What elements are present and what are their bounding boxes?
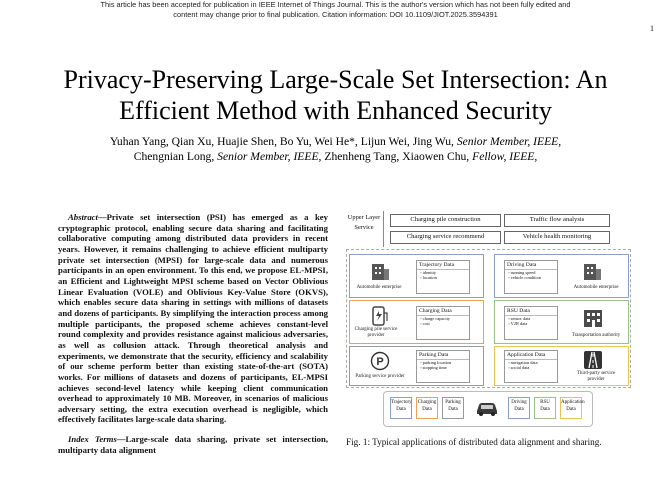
card-item: ▫ running speed <box>508 270 536 275</box>
left-entity-label: Parking service provider <box>355 374 405 379</box>
authors-line-2b: Zhenheng Tang, Xiaowen Chu, <box>321 150 473 163</box>
bottom-chip: Application Data <box>560 397 582 419</box>
bottom-chip: Trajectory Data <box>390 397 412 419</box>
data-card-parking <box>416 350 470 383</box>
bottom-chip: Charging Data <box>416 397 438 419</box>
right-entity-label: Automobile enterprise <box>573 285 619 290</box>
card-title: Charging Data <box>417 307 469 316</box>
car-icon <box>474 399 500 417</box>
index-terms-label: Index Terms <box>68 434 117 444</box>
data-card-rsu <box>504 306 558 340</box>
svg-text:P: P <box>376 356 384 368</box>
building-icon <box>370 259 390 281</box>
data-card-charging <box>416 306 470 340</box>
card-item: ▫ location <box>420 275 437 281</box>
right-entity-label: Transportation authority <box>571 333 621 338</box>
figure-caption <box>346 436 631 448</box>
data-card-trajectory <box>416 260 470 294</box>
caption-text: Typical applications of distributed data alignment and sharing. <box>372 437 602 447</box>
abstract-text: Private set intersection (PSI) has emerged as a key cryptographic protocol, enabling secure data sharing and facilitating collaborative computing among distributed data providers in recent years. However, it remains challenging to achieve efficient multiparty private set intersection (MPSI) for large-scale data and numerous participants in an open environment. To this end, we propose EL-MPSI, an Efficient and Lightweight MPSI scheme based on Vector Oblivious Linear Evaluation (VOLE) and Oblivious Key-Value Store (OKVS), which enables secure data sharing in settings with millions of datasets and dozens of participants. By simplifying the interaction process among multiple participants, the proposed scheme achieves constant-level round complexity and provides resistance against malicious adversaries, as well as collusion attack. Through theoretical analysis and experiments, we demonstrate that the security, efficiency and scalability of our scheme perform better than existing state-of-the-art (SOTA) works. For millions of datasets and dozens of participants, EL-MPSI achieves second-level latency while keeping client communication overhead to approximately 10 MB. Moreover, in scenarios of malicious adversary setting, the extra execution overhead is negligible, which effectively facilitates large-scale data sharing. <box>58 212 328 425</box>
right-entity-label: Third-party service provider <box>576 371 616 382</box>
card-item: ▫ stopping time <box>420 365 447 371</box>
service-box: Traffic flow analysis <box>504 214 610 227</box>
left-entity-label: Charging pile service provider <box>354 327 398 338</box>
card-item: ▫ identity <box>420 270 437 275</box>
paper-title <box>0 64 671 126</box>
title-line-2: Efficient Method with Enhanced Security <box>119 96 552 125</box>
abstract-label: Abstract <box>68 212 98 222</box>
index-terms <box>58 434 328 455</box>
card-item: ▫ parking location <box>420 360 452 365</box>
road-icon <box>584 351 602 369</box>
card-title: Parking Data <box>417 351 469 360</box>
figure-1 <box>346 211 631 429</box>
card-item: ▫ social data <box>508 365 530 371</box>
government-building-icon <box>582 307 604 329</box>
authors-line-1: Yuhan Yang, Qian Xu, Huajie Shen, Bo Yu, Wei He*, Lijun Wei, Jing Wu, <box>109 135 457 148</box>
card-item: ▫ vehicle condition <box>508 275 542 281</box>
card-item: ▫ V2R data <box>508 321 528 327</box>
service-box: Charging pile construction <box>390 214 501 227</box>
index-terms-text: Large-scale data sharing, private set intersection, multiparty data alignment <box>58 434 328 455</box>
abstract-dash: — <box>97 212 107 222</box>
card-item: ▫ charge capacity <box>420 316 450 321</box>
data-card-driving <box>504 260 558 294</box>
index-terms-dash: — <box>116 434 126 444</box>
notice-line-2: content may change prior to final publication. Citation information: DOI 10.1109/JIOT.2025.3594391 <box>173 10 498 19</box>
card-title: Application Data <box>505 351 557 360</box>
card-item: ▫ sensor data <box>508 316 531 321</box>
bottom-chip: RSU Data <box>534 397 556 419</box>
author-list <box>0 134 671 164</box>
upper-layer-label: Upper Layer Service <box>346 211 382 247</box>
left-entity-label: Automobile enterprise <box>356 285 402 290</box>
caption-label: Fig. 1: <box>346 437 370 447</box>
bottom-chip: Parking Data <box>442 397 464 419</box>
service-box: Vehicle health monitoring <box>504 231 610 244</box>
author-role: Senior Member, IEEE, <box>217 150 322 163</box>
card-item: ▫ cost <box>420 321 430 327</box>
notice-line-1: This article has been accepted for publication in IEEE Internet of Things Journal. This is the author's version which has not been fully edited and <box>100 0 571 9</box>
abstract <box>58 212 328 425</box>
charging-pile-icon <box>370 305 390 327</box>
page-number: 1 <box>650 24 654 33</box>
card-item: ▫ navigation data <box>508 360 538 365</box>
parking-icon <box>370 351 390 371</box>
building-icon <box>582 259 602 281</box>
upper-layer-divider <box>383 211 384 247</box>
card-title: RSU Data <box>505 307 557 316</box>
bottom-chip: Driving Data <box>508 397 530 419</box>
author-role: Senior Member, IEEE, <box>456 135 562 148</box>
author-role: Fellow, IEEE, <box>472 150 538 163</box>
title-line-1: Privacy-Preserving Large-Scale Set Intersection: An <box>63 65 608 94</box>
data-card-application <box>504 350 558 383</box>
service-box: Charging service recommend <box>390 231 501 244</box>
card-title: Trajectory Data <box>417 261 469 270</box>
authors-line-2a: Chengnian Long, <box>133 150 218 163</box>
card-title: Driving Data <box>505 261 557 270</box>
publication-notice <box>0 0 671 20</box>
